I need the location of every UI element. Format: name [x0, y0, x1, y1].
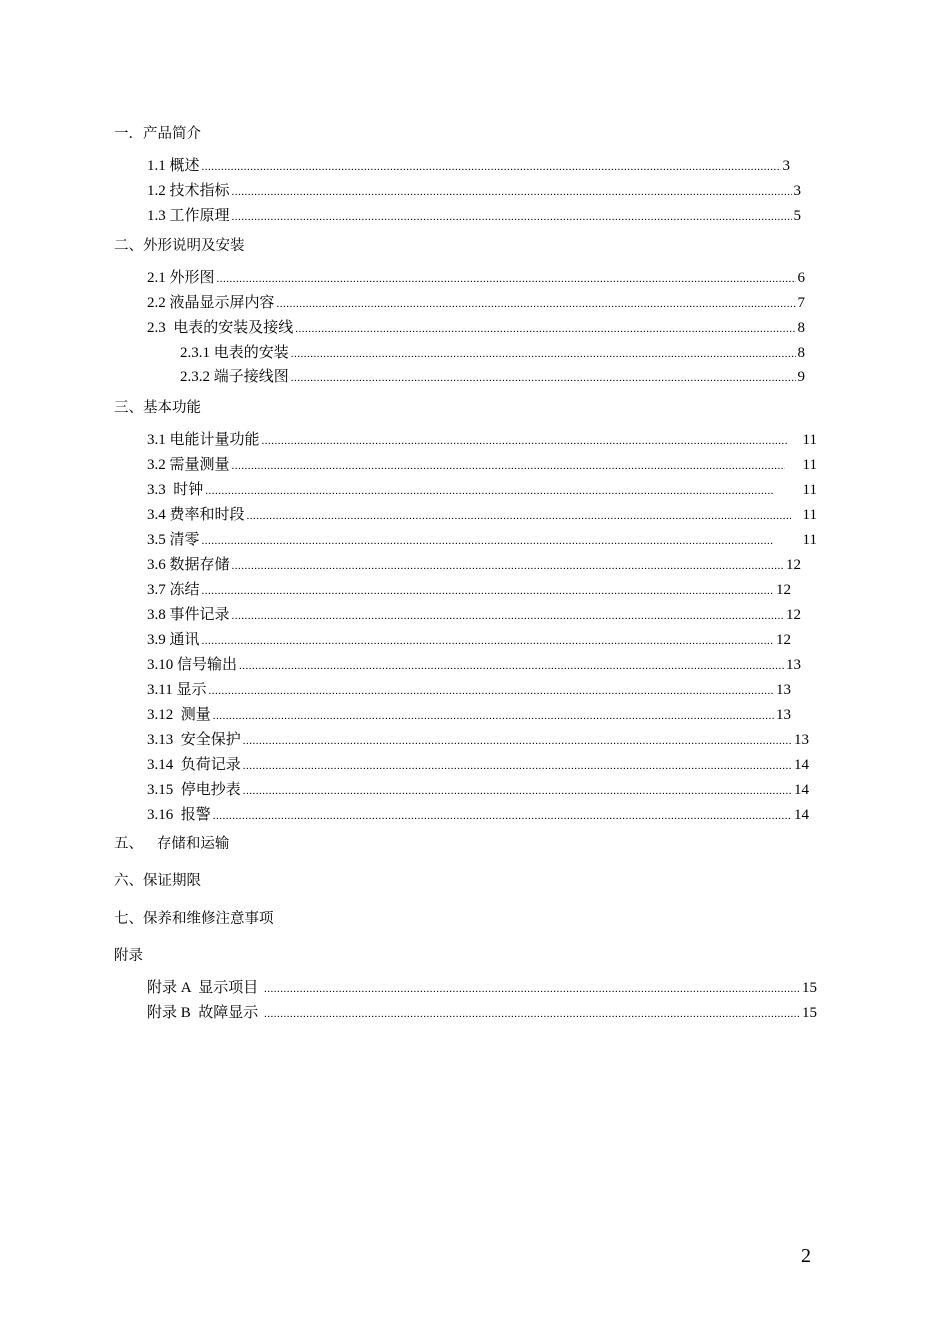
dot-leader: [217, 270, 796, 288]
toc-entry-page: 5: [793, 208, 801, 224]
dot-leader: [291, 345, 796, 363]
toc-entry[interactable]: [147, 182, 801, 201]
dot-leader: [277, 295, 796, 313]
toc-entry-label: 3.12 测量: [147, 707, 211, 723]
toc-entry[interactable]: [147, 806, 809, 825]
toc-entry-page: 7: [797, 295, 805, 311]
toc-entry-label: 3.10 信号输出: [147, 657, 238, 673]
toc-entry-label: 3.15 停电抄表: [147, 782, 241, 798]
toc-entry-page: 11: [802, 507, 817, 523]
toc-heading-3: 三、基本功能: [114, 400, 201, 416]
toc-entry[interactable]: [147, 1004, 817, 1023]
toc-entry-label: 附录 A 显示项目: [147, 980, 263, 996]
toc-heading-5: 五、 存储和运输: [114, 836, 230, 852]
toc-entry[interactable]: [147, 294, 805, 313]
dot-leader: [247, 507, 791, 525]
toc-entry-page: 12: [786, 607, 801, 623]
dot-leader: [202, 532, 773, 550]
dot-leader: [243, 782, 792, 800]
toc-entry-page: 14: [794, 757, 809, 773]
dot-leader: [202, 582, 774, 600]
toc-entry-label: 2.3.2 端子接线图: [180, 369, 289, 385]
toc-entry-page: 11: [802, 482, 817, 498]
toc-entry[interactable]: [147, 269, 805, 288]
toc-entry[interactable]: [147, 456, 817, 475]
toc-heading-2: 二、外形说明及安装: [114, 238, 245, 254]
toc-entry-page: 13: [776, 682, 791, 698]
toc-entry[interactable]: [147, 319, 805, 338]
toc-heading-7: 七、保养和维修注意事项: [114, 911, 274, 927]
toc-heading-appendix: 附录: [114, 948, 143, 964]
toc-entry[interactable]: [147, 681, 791, 700]
dot-leader: [202, 632, 774, 650]
dot-leader: [202, 158, 781, 176]
dot-leader: [239, 657, 784, 675]
dot-leader: [291, 369, 796, 387]
toc-entry-label: 3.6 数据存储: [147, 557, 230, 573]
dot-leader: [213, 807, 792, 825]
toc-entry-label: 3.16 报警: [147, 807, 211, 823]
toc-entry-page: 11: [802, 532, 817, 548]
toc-entry-page: 11: [802, 457, 817, 473]
toc-entry-label: 3.5 清零: [147, 532, 200, 548]
dot-leader: [232, 557, 784, 575]
toc-entry-page: 8: [797, 345, 805, 361]
toc-entry-label: 1.1 概述: [147, 158, 200, 174]
toc-entry-page: 3: [782, 158, 790, 174]
toc-entry[interactable]: [147, 506, 817, 525]
toc-entry-page: 6: [797, 270, 805, 286]
toc-entry-page: 14: [794, 782, 809, 798]
toc-entry-page: 8: [797, 320, 805, 336]
toc-entry[interactable]: [147, 606, 801, 625]
toc-entry-label: 3.1 电能计量功能: [147, 432, 260, 448]
toc-entry[interactable]: [147, 631, 791, 650]
toc-entry-label: 2.1 外形图: [147, 270, 215, 286]
toc-entry-page: 12: [786, 557, 801, 573]
toc-entry[interactable]: [147, 481, 817, 500]
toc-entry-label: 3.11 显示: [147, 682, 207, 698]
toc-entry[interactable]: [147, 731, 809, 750]
toc-entry[interactable]: [180, 368, 805, 387]
toc-entry-page: 12: [776, 632, 791, 648]
toc-entry-label: 3.4 费率和时段: [147, 507, 245, 523]
toc-entry-page: 13: [786, 657, 801, 673]
toc-entry-label: 1.2 技术指标: [147, 183, 230, 199]
dot-leader: [262, 432, 787, 450]
toc-entry-label: 2.3 电表的安装及接线: [147, 320, 294, 336]
dot-leader: [232, 183, 792, 201]
toc-entry-label: 3.13 安全保护: [147, 732, 241, 748]
dot-leader: [213, 707, 774, 725]
toc-entry-page: 15: [802, 980, 817, 996]
dot-leader: [232, 457, 785, 475]
toc-entry[interactable]: [147, 157, 790, 176]
toc-entry-label: 3.14 负荷记录: [147, 757, 241, 773]
toc-entry-label: 2.3.1 电表的安装: [180, 345, 289, 361]
toc-entry[interactable]: [147, 581, 791, 600]
toc-entry[interactable]: [147, 207, 801, 226]
toc-entry[interactable]: [147, 531, 817, 550]
toc-entry[interactable]: [147, 656, 801, 675]
dot-leader: [264, 1005, 800, 1023]
toc-heading-6: 六、保证期限: [114, 873, 201, 889]
toc-entry-page: 12: [776, 582, 791, 598]
toc-entry-page: 9: [797, 369, 805, 385]
toc-entry-label: 3.8 事件记录: [147, 607, 230, 623]
dot-leader: [243, 757, 792, 775]
toc-entry-label: 3.2 需量测量: [147, 457, 230, 473]
toc-entry-page: 14: [794, 807, 809, 823]
toc-entry[interactable]: [180, 344, 805, 363]
toc-entry-label: 3.3 时钟: [147, 482, 204, 498]
toc-entry-label: 1.3 工作原理: [147, 208, 230, 224]
toc-entry[interactable]: [147, 706, 791, 725]
toc-entry-label: 3.9 通讯: [147, 632, 200, 648]
dot-leader: [208, 682, 774, 700]
toc-entry[interactable]: [147, 781, 809, 800]
dot-leader: [232, 208, 792, 226]
toc-entry-page: 11: [802, 432, 817, 448]
page-number: 2: [801, 1245, 811, 1267]
toc-entry-page: 13: [794, 732, 809, 748]
toc-entry[interactable]: [147, 756, 809, 775]
dot-leader: [295, 320, 795, 338]
toc-entry[interactable]: [147, 979, 817, 998]
toc-heading-1: 一．产品简介: [114, 126, 201, 142]
toc-entry-page: 13: [776, 707, 791, 723]
dot-leader: [264, 980, 800, 998]
toc-entry[interactable]: [147, 556, 801, 575]
dot-leader: [205, 482, 772, 500]
toc-entry-label: 附录 B 故障显示: [147, 1005, 263, 1021]
toc-entry-label: 2.2 液晶显示屏内容: [147, 295, 275, 311]
dot-leader: [243, 732, 792, 750]
toc-entry[interactable]: [147, 431, 817, 450]
toc-entry-label: 3.7 冻结: [147, 582, 200, 598]
toc-entry-page: 15: [802, 1005, 817, 1021]
dot-leader: [232, 607, 784, 625]
toc-entry-page: 3: [793, 183, 801, 199]
